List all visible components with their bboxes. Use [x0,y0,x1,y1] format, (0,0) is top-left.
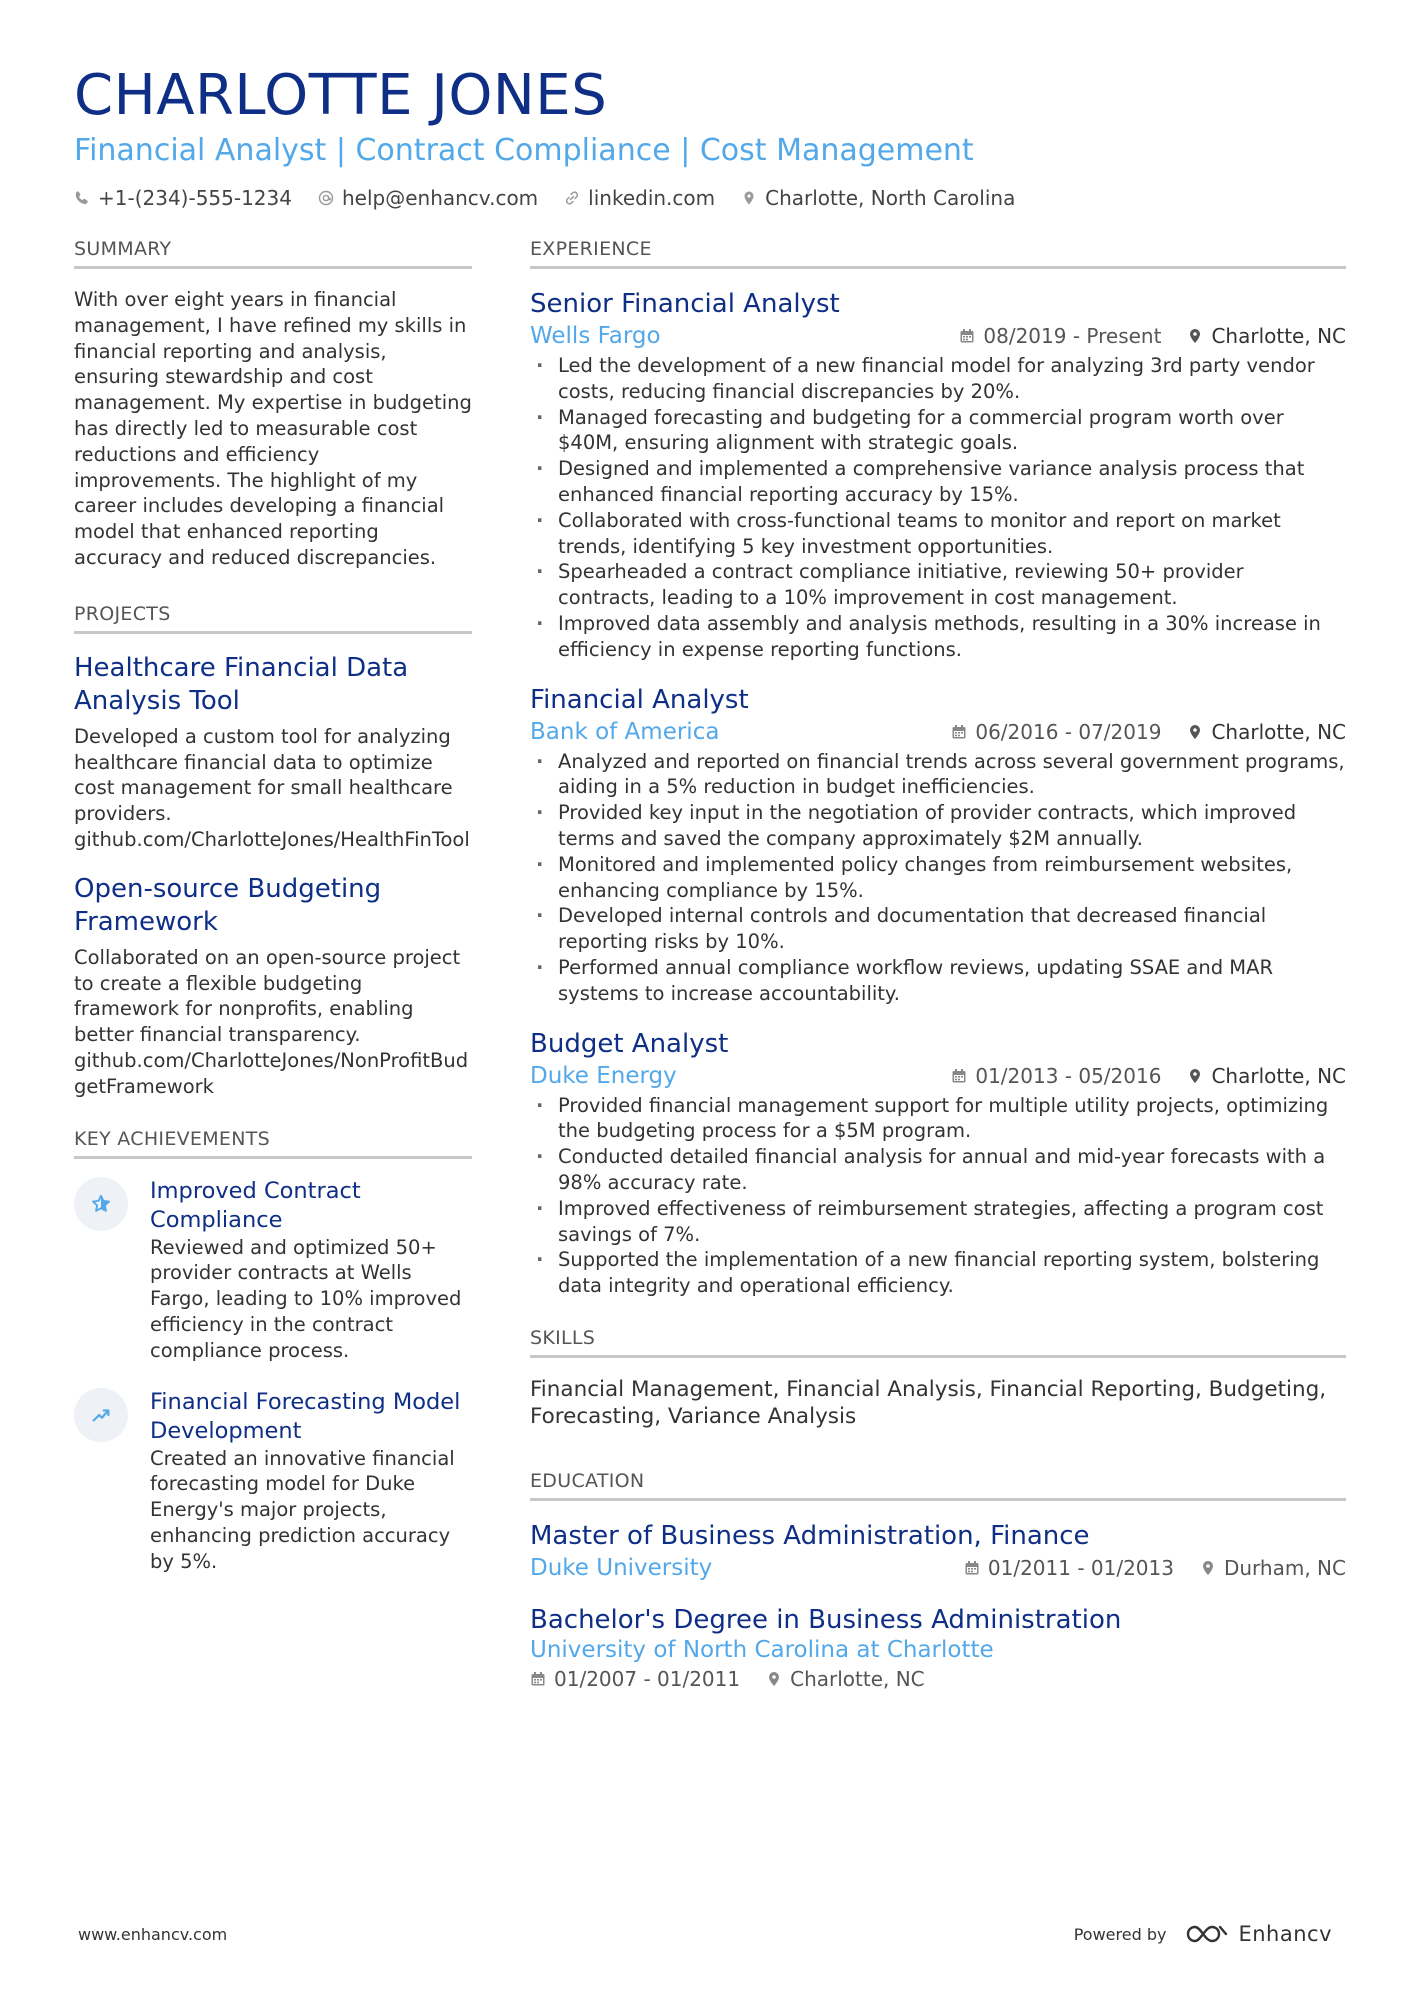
link-icon [564,190,580,206]
achievements-section [74,1128,472,1575]
resume-header [74,62,1344,210]
job-dates: 08/2019 - Present [983,324,1162,348]
bullet-item: · Monitored and implemented policy changes from reimbursement websites, enhancing compliance by 15%. [530,852,1346,904]
job-dates: 06/2016 - 07/2019 [975,719,1162,744]
projects-section [74,603,472,1100]
powered-by [1074,1922,1332,1946]
bullet-item: · Analyzed and reported on financial trends across several government programs, aiding in a 5% reduction in budget inefficiencies. [530,749,1346,801]
bullet-item: · Provided financial management support for multiple utility projects, optimizing the budgeting process for a $5M program. [530,1093,1346,1145]
degree-title: Bachelor's Degree in Business Administration [530,1604,1122,1635]
location-pin-icon [1187,724,1203,740]
job-bullets [530,353,1346,663]
project-description: Developed a custom tool for analyzing healthcare financial data to optimize cost management for small healthcare providers. [74,724,453,826]
job-title: Senior Financial Analyst [530,289,840,319]
project-item [74,652,472,853]
right-column [530,238,1346,1713]
job-dates: 01/2013 - 05/2016 [975,1063,1162,1088]
calendar-icon [951,724,967,740]
experience-heading: EXPERIENCE [530,238,1346,269]
location-pin-icon [1187,1068,1203,1084]
education-location: Durham, NC [1223,1555,1346,1580]
job-location: Charlotte, NC [1211,1063,1346,1088]
location-text: Charlotte, North Carolina [765,186,1016,210]
achievement-text: Created an innovative financial forecasting model for Duke Energy's major projects, enhancing prediction accuracy by 5%. [150,1446,455,1573]
bullet-item: · Managed forecasting and budgeting for a commercial program worth over $40M, ensuring alignment with strategic goals. [530,405,1346,457]
infinity-icon [1184,1922,1230,1946]
job-company: Duke Energy [530,1062,677,1089]
education-location: Charlotte, NC [790,1666,925,1691]
job-bullets [530,749,1346,1007]
education-section [530,1470,1346,1691]
project-item [74,873,472,1100]
education-heading: EDUCATION [530,1470,1346,1501]
contact-location [741,186,1015,210]
contact-email[interactable] [318,186,538,210]
calendar-icon [951,1068,967,1084]
experience-section [530,238,1346,1299]
enhancv-logo[interactable] [1184,1922,1332,1946]
school-name: University of North Carolina at Charlotte [530,1636,994,1663]
brand-name: Enhancv [1238,1922,1332,1946]
job-title: Financial Analyst [530,684,749,715]
job-company: Bank of America [530,718,720,745]
achievement-item [74,1177,472,1364]
skills-text: Financial Management, Financial Analysis, Financial Reporting, Budgeting, Forecasting, Variance Analysis [530,1376,1327,1429]
job-bullets [530,1093,1346,1299]
job-entry [530,1027,1346,1299]
job-location: Charlotte, NC [1211,324,1346,348]
calendar-icon [959,328,975,344]
calendar-icon [964,1560,980,1576]
school-name: Duke University [530,1554,713,1581]
phone-icon [74,190,90,206]
contact-linkedin[interactable] [564,186,715,210]
location-pin-icon [1187,328,1203,344]
projects-heading: PROJECTS [74,603,472,634]
powered-by-label: Powered by [1073,1924,1167,1944]
achievement-item [74,1388,472,1575]
candidate-tagline: Financial Analyst | Contract Compliance | Cost Management [74,133,974,168]
location-pin-icon [1200,1560,1216,1576]
summary-text: With over eight years in financial management, I have refined my skills in financial reporting and analysis, ensuring stewardship and cost management. My expertise in budgeting has directly led to measurable cost reductions and efficiency improvements. The highlight of my career includes developing a financial model that enhanced reporting accuracy and reduced discrepancies. [74,288,472,569]
page-footer [78,1922,1332,1946]
project-title: Healthcare Financial Data Analysis Tool [74,652,409,716]
linkedin-text: linkedin.com [588,186,716,210]
education-entry [530,1519,1346,1581]
phone-text: +1-(234)-555-1234 [98,186,292,210]
education-dates: 01/2011 - 01/2013 [987,1555,1174,1580]
calendar-icon [530,1671,546,1687]
achievement-title: Financial Forecasting Model Development [150,1388,461,1444]
project-link[interactable]: github.com/CharlotteJones/HealthFinTool [74,827,470,851]
location-pin-icon [741,190,757,206]
bullet-item: · Spearheaded a contract compliance initiative, reviewing 50+ provider contracts, leading to a 10% improvement in cost management. [530,559,1346,611]
skills-heading: SKILLS [530,1327,1346,1358]
bullet-item: · Improved effectiveness of reimbursement strategies, affecting a program cost savings of 7%. [530,1196,1346,1248]
achievements-heading: KEY ACHIEVEMENTS [74,1128,472,1159]
chart-icon [74,1388,128,1442]
bullet-item: · Provided key input in the negotiation of provider contracts, which improved terms and saved the company approximately $2M annually. [530,800,1346,852]
job-location: Charlotte, NC [1211,719,1346,744]
location-pin-icon [766,1671,782,1687]
bullet-item: · Improved data assembly and analysis methods, resulting in a 30% increase in efficiency in expense reporting functions. [530,611,1346,663]
contact-phone[interactable] [74,186,292,210]
summary-section [74,238,472,571]
bullet-item: · Performed annual compliance workflow reviews, updating SSAE and MAR systems to increase accountability. [530,955,1346,1007]
footer-website[interactable]: www.enhancv.com [78,1924,228,1944]
skills-section [530,1327,1346,1430]
education-entry [530,1603,1346,1691]
project-title: Open-source Budgeting Framework [74,873,382,937]
bullet-item: · Collaborated with cross-functional teams to monitor and report on market trends, identifying 5 key investment opportunities. [530,508,1346,560]
job-title: Budget Analyst [530,1028,729,1059]
job-entry [530,683,1346,1007]
bullet-item: · Led the development of a new financial model for analyzing 3rd party vendor costs, reducing financial discrepancies by 20%. [530,353,1346,405]
education-dates: 01/2007 - 01/2011 [554,1666,741,1691]
left-column [74,238,472,1599]
star-icon [74,1177,128,1231]
contact-row [74,186,1344,210]
project-description: Collaborated on an open-source project to create a flexible budgeting framework for nonprofits, enabling better financial transparency. [74,945,461,1047]
candidate-name: CHARLOTTE JONES [74,63,608,128]
achievement-text: Reviewed and optimized 50+ provider contracts at Wells Fargo, leading to 10% improved efficiency in the contract compliance process. [150,1235,462,1362]
job-entry [530,287,1346,663]
summary-heading: SUMMARY [74,238,472,269]
achievement-title: Improved Contract Compliance [150,1177,361,1233]
email-text: help@enhancv.com [341,186,539,210]
bullet-item: · Supported the implementation of a new financial reporting system, bolstering data integrity and operational efficiency. [530,1247,1346,1299]
at-icon [318,190,334,206]
bullet-item: · Developed internal controls and documentation that decreased financial reporting risks by 10%. [530,903,1346,955]
job-company: Wells Fargo [530,323,661,349]
bullet-item: · Designed and implemented a comprehensive variance analysis process that enhanced financial reporting accuracy by 15%. [530,456,1346,508]
degree-title: Master of Business Administration, Finance [530,1520,1090,1551]
project-link[interactable]: github.com/CharlotteJones/NonProfitBudgetFramework [74,1048,469,1098]
bullet-item: · Conducted detailed financial analysis for annual and mid-year forecasts with a 98% accuracy rate. [530,1144,1346,1196]
